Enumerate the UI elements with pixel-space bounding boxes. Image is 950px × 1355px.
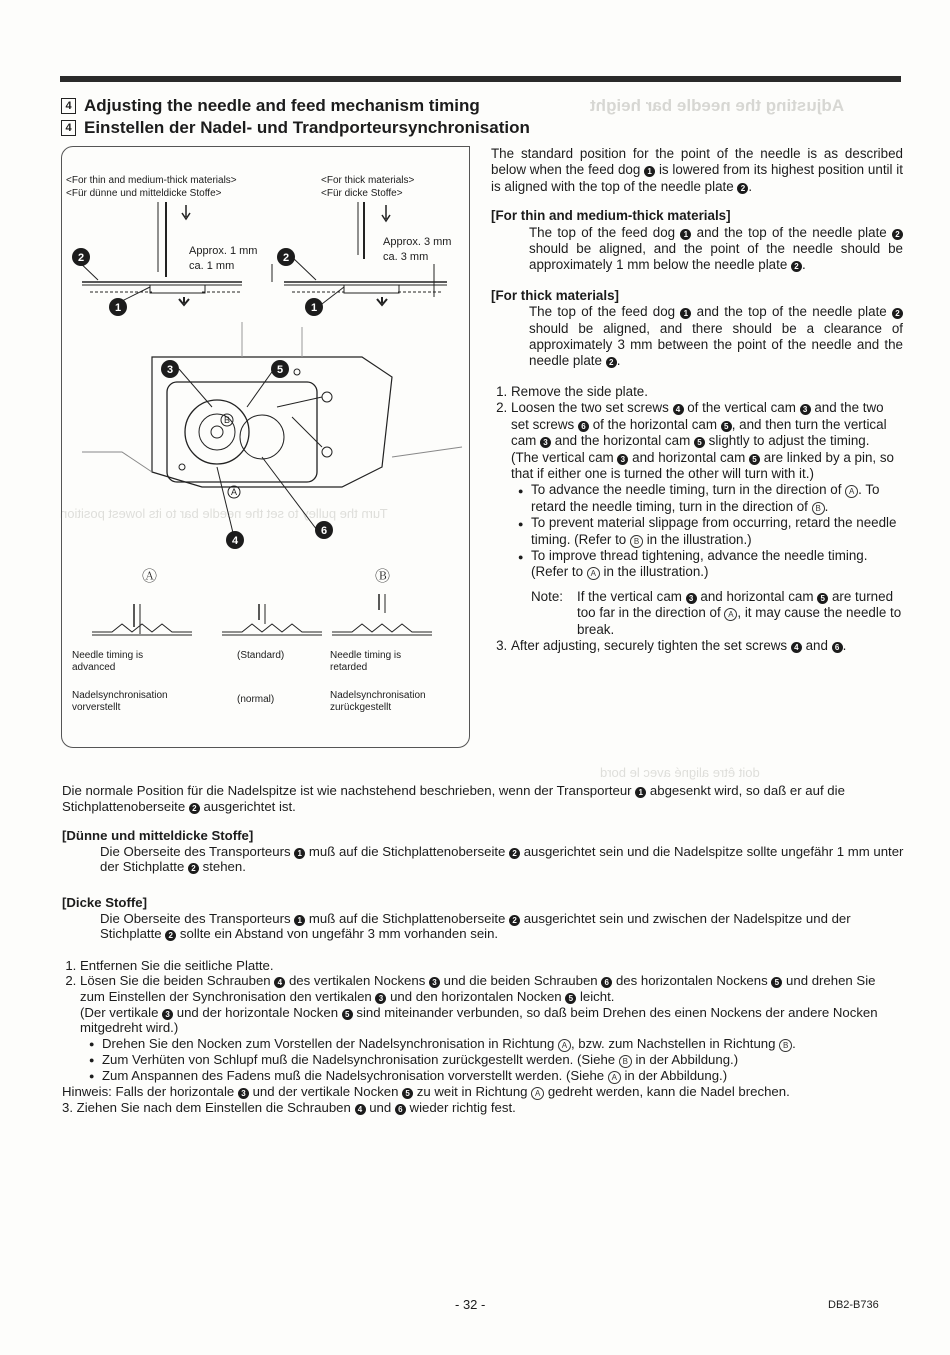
thin-heading-de: [Dünne und mitteldicke Stoffe] [62, 828, 254, 844]
step-1-en: 1. Remove the side plate. [511, 384, 903, 400]
step-3-en: 3. After adjusting, securely tighten the set screws 4 and 6 . [511, 638, 903, 654]
approx-1mm-de: ca. 1 mm [189, 260, 235, 272]
svg-text:1: 1 [114, 302, 122, 314]
step-2-en: 2. Loosen the two set screws 4 of the vertical cam 3 and the two set screws 6 of the horizontal cam 5 , and then turn the vertical cam 3 and the horizontal cam 5 slightly to adjust the timing. (The vertical cam 3 and horizontal cam 5 are linked by a pin, so that if either one is turned the other will turn with it.) ● To advance the needle timing, turn in the direction of A . To retard the needle timing, turn in the direction of B . ● To prevent material slippage from occurring, retard the needle timing. (Refer to B in the illustration.) ● To improve thread tightening, advance the needle timing. (Refer to A in the illustration.) Note: If the vertical cam 3 and horizontal cam 5 are turned too far in the direction of A , it may cause the needle to break. [511, 400, 903, 638]
svg-text:2: 2 [77, 252, 85, 264]
bullet-1-de: ● Drehen Sie den Nocken zum Vorstellen der Nadelsynchronisation in Richtung A , bzw. zum Nachstellen in Richtung B . [102, 1036, 904, 1052]
standard-de: (normal) [237, 694, 275, 705]
bullet-2-de: ● Zum Verhüten von Schlupf muß die Nadelsynchronisation zurückgestellt werden. (Siehe B in der Abbildung.) [102, 1052, 904, 1068]
marker-a: Ⓐ [142, 568, 158, 585]
approx-3mm-en: Approx. 3 mm [383, 236, 452, 248]
note-en: Note: If the vertical cam 3 and horizontal cam 5 are turned too far in the direction of A , it may cause the needle to break. [531, 588, 902, 637]
timing-illustration [61, 146, 470, 748]
marker-b: Ⓑ [375, 568, 391, 585]
bullet-1-en: ● To advance the needle timing, turn in the direction of A . To retard the needle timing, turn in the direction of B . [531, 482, 903, 515]
bleedthrough-title: Adjusting the needle bar height [590, 96, 845, 115]
label-thick-de: <Für dicke Stoffe> [321, 188, 403, 199]
svg-text:1: 1 [310, 302, 318, 314]
thick-text-de: Die Oberseite des Transporteurs 1 muß auf die Stichplattenoberseite 2 ausgerichtet sein und zwischen der Nadelspitze und der Stichplatte 2 sollte ein Abstand von ungefähr 3 mm vorhanden sein. [100, 910, 851, 942]
section-title-de: 4 Einstellen der Nadel- und Trandporteursynchronisation [61, 118, 530, 138]
steps-de [62, 958, 904, 1084]
thin-text-de: Die Oberseite des Transporteurs 1 muß auf die Stichplattenoberseite 2 ausgerichtet sein und die Nadelspitze sollte ungefähr 1 mm unter der Stichplatte 2 stehen. [100, 843, 904, 875]
note-de: Hinweis: Falls der horizontale 3 und der vertikale Nocken 5 zu weit in Richtung A gedreht werden, kann die Nadel brechen. [62, 1083, 790, 1099]
thick-heading-de: [Dicke Stoffe] [62, 894, 147, 910]
bullet-3-en: ● To improve thread tightening, advance the needle timing. (Refer to A in the illustration.) [531, 548, 903, 581]
svg-text:3: 3 [166, 364, 174, 376]
section-number-box: 4 [61, 98, 76, 114]
german-instructions [62, 783, 904, 1115]
steps-en [491, 384, 903, 655]
intro-en: The standard position for the point of the needle is as described below when the feed dog 1 is lowered from its highest position until it is aligned with the top of the needle plate 2 . [491, 146, 904, 194]
section-number-box: 4 [61, 120, 76, 136]
standard-en: (Standard) [237, 650, 285, 661]
svg-text:4: 4 [231, 535, 239, 547]
step-2-de: 2. Lösen Sie die beiden Schrauben 4 des vertikalen Nockens 3 und die beiden Schrauben 6 des horizontalen Nockens 5 und drehen Sie zum Einstellen der Synchronisation den vertikalen 3 und den horizontalen Nocken 5 leicht. (Der vertikale 3 und der horizontale Nocken 5 sind miteinander verbunden, so daß beim Drehen des einen Nockens der andere Nocken mitgedreht wird.) ● Drehen Sie den Nocken zum Vorstellen der Nadelsynchronisation in Richtung A , bzw. zum Nachstellen in Richtung B . ● Zum Verhüten von Schlupf muß die Nadelsynchronisation zurückgestellt werden. (Siehe B in der Abbildung.) ● Zum Anspannen des Fadens muß die Nadelsychronisation vorverstellt werden. (Siehe A in der Abbildung.) [80, 973, 904, 1083]
document-code: DB2-B736 [828, 1299, 879, 1311]
retarded-de: Nadelsynchronisation zurückgestellt [330, 690, 426, 713]
approx-3mm-de: ca. 3 mm [383, 251, 429, 263]
step-1-de: 1. Entfernen Sie die seitliche Platte. [80, 958, 904, 974]
bleedthrough-text: Turn the pulley to set the needle bar to its lowest position [60, 506, 388, 521]
bullet-2-en: ● To prevent material slippage from occurring, retard the needle timing. (Refer to B in the illustration.) [531, 515, 903, 548]
thick-text-en: The top of the feed dog 1 and the top of the needle plate 2 should be aligned, and there should be a clearance of approximately 3 mm between the point of the needle and the needle plate 2 . [529, 304, 903, 369]
intro-de: Die normale Position für die Nadelspitze ist wie nachstehend beschrieben, wenn der Transporteur 1 abgesenkt wird, so daß er auf die Stichplattenoberseite 2 ausgerichtet ist. [62, 783, 845, 814]
thin-heading-en: [For thin and medium-thick materials] [491, 208, 731, 224]
label-thin-de: <Für dünne und mitteldicke Stoffe> [66, 188, 222, 199]
direction-a-marker: A [230, 487, 238, 497]
svg-text:2: 2 [282, 252, 290, 264]
top-rule [60, 76, 901, 82]
svg-text:5: 5 [276, 364, 284, 376]
advanced-de: Nadelsynchronisation vorverstellt [72, 690, 168, 713]
approx-1mm-en: Approx. 1 mm [189, 245, 258, 257]
svg-text:6: 6 [320, 525, 328, 537]
english-instructions [491, 146, 903, 654]
bleedthrough-text-2: doit être aligné avec le bord [600, 765, 760, 780]
retarded-en: Needle timing is retarded [330, 650, 402, 673]
bullet-3-de: ● Zum Anspannen des Fadens muß die Nadelsychronisation vorverstellt werden. (Siehe A in der Abbildung.) [102, 1068, 904, 1084]
label-thick-en: <For thick materials> [321, 175, 415, 186]
section-title-en: 4 Adjusting the needle and feed mechanism timing [61, 96, 480, 116]
step-3-de: 3. Ziehen Sie nach dem Einstellen die Schrauben 4 und 6 wieder richtig fest. [62, 1099, 516, 1115]
thick-heading-en: [For thick materials] [491, 287, 619, 303]
direction-b-marker: B [223, 415, 231, 425]
label-thin-en: <For thin and medium-thick materials> [66, 175, 237, 186]
thin-text-en: The top of the feed dog 1 and the top of the needle plate 2 should be aligned, and the point of the needle should be approximately 1 mm below the needle plate 2 . [529, 224, 903, 273]
page-number: - 32 - [455, 1297, 486, 1312]
advanced-en: Needle timing is advanced [72, 650, 144, 673]
